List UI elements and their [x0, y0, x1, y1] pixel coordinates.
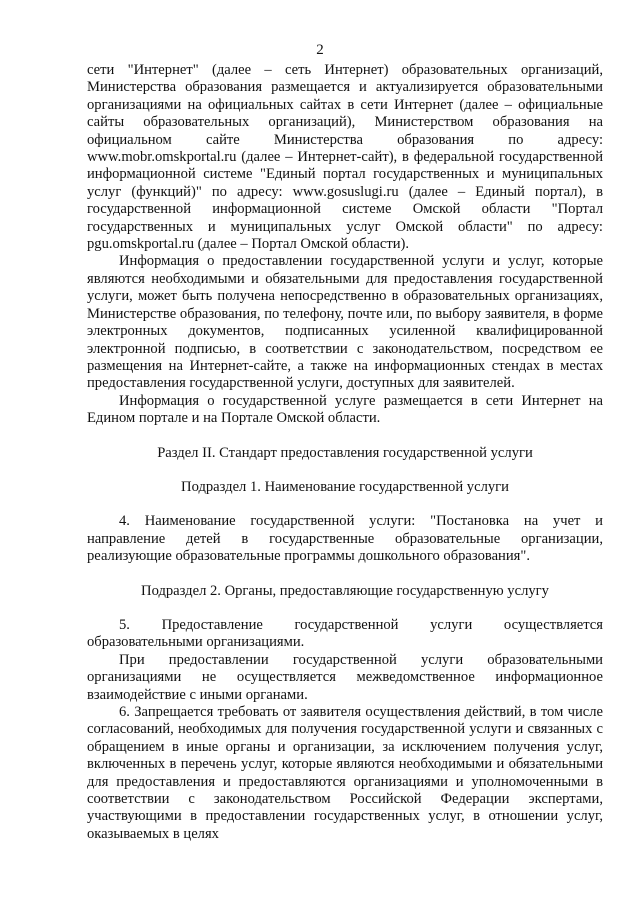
section-2-heading: Раздел II. Стандарт предоставления государственной услуги	[157, 444, 533, 461]
paragraph-information-placement: Информация о государственной услуге размещается в сети Интернет на Едином портале и на Портале Омской области.	[87, 392, 603, 427]
paragraph-item-5: 5. Предоставление государственной услуги осуществляется образовательными организациями.	[87, 616, 603, 651]
paragraph-information-access: Информация о предоставлении государственной услуги и услуг, которые являются необходимыми и обязательными для предоставления государственной услуги, может быть получена непосредственно в образовательных организациях, Министерстве образования, по телефону, почте или, по выбору заявителя, в форме электронных документов, подписанных усиленной квалифицированной электронной подписью, в соответствии с законодательством, посредством ее размещения на Интернет-сайте, а также на информационных стендах в местах предоставления государственной услуги, доступных для заявителей.	[87, 253, 603, 392]
subsection-1-heading: Подраздел 1. Наименование государственной услуги	[181, 478, 509, 495]
document-body	[87, 62, 603, 843]
paragraph-item-6: 6. Запрещается требовать от заявителя осуществления действий, в том числе согласований, необходимых для получения государственной услуги и связанных с обращением в иные органы и организации, за исключением получения услуг, включенных в перечень услуг, которые являются необходимыми и обязательными для предоставления и предоставляются организациями и уполномоченными в соответствии с законодательством Российской Федерации экспертами, участвующими в предоставлении государственных услуг, в отношении услуг, оказываемых в целях	[87, 704, 603, 842]
paragraph-interagency: При предоставлении государственной услуги образовательными организациями не осуществляется межведомственное информационное взаимодействие с иными органами.	[87, 651, 603, 703]
subsection-2-heading: Подраздел 2. Органы, предоставляющие государственную услугу	[141, 582, 549, 599]
paragraph-continuation: сети "Интернет" (далее – сеть Интернет) образовательных организаций, Министерства образования размещается и актуализируется образовательными организациями на официальных сайтах в сети Интернет (далее – официальные сайты образовательных организаций), Министерством образования на официальном сайте Министерства образования по адресу: www.mobr.omskportal.ru (далее – Интернет-сайт), в федеральной государственной информационной системе "Единый портал государственных и муниципальных услуг (функций)" по адресу: www.gosuslugi.ru (далее – Единый портал), в государственной информационной системе Омской области "Портал государственных и муниципальных услуг Омской области" по адресу: pgu.omskportal.ru (далее – Портал Омской области).	[87, 62, 603, 253]
page-number: 2	[316, 42, 324, 58]
paragraph-item-4: 4. Наименование государственной услуги: "Постановка на учет и направление детей в государственные образовательные организации, реализующие образовательные программы дошкольного образования".	[87, 513, 603, 565]
